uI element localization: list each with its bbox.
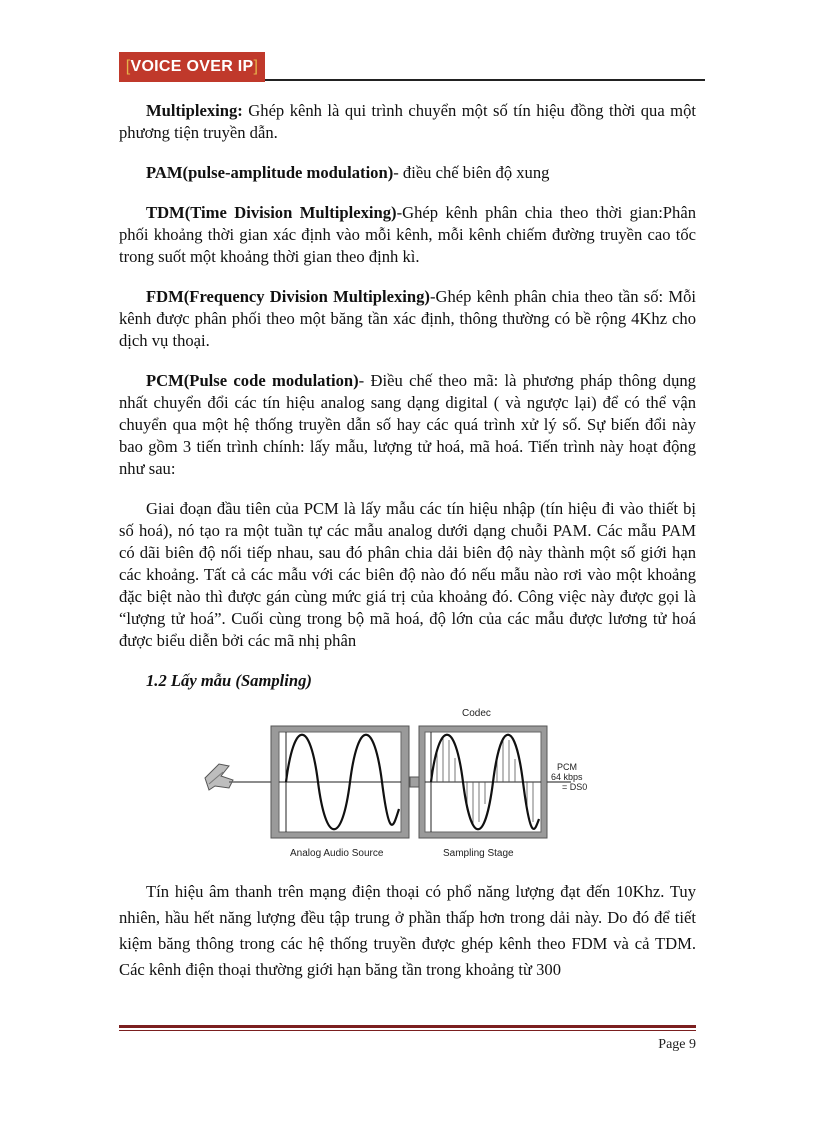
section-heading: 1.2 Lấy mẫu (Sampling) [146, 671, 312, 690]
header-bracket-right: ] [253, 58, 259, 75]
left-caption: Analog Audio Source [290, 848, 384, 859]
term-fdm: FDM(Frequency Division Multiplexing) [146, 287, 430, 306]
paragraph-closing: Tín hiệu âm thanh trên mạng điện thoại có phổ năng lượng đạt đến 10Khz. Tuy nhiên, hầu hết năng lượng đều tập trung ở phần thấp hơn trong dải này. Do đó để tiết kiệm băng thông trong các hệ thống truyền được ghép kênh theo FDM và cả TDM. Các kênh điện thoại thường giới hạn băng tần trong khoảng từ 300 [119, 882, 696, 979]
pcm-label-line2: 64 kbps [551, 772, 583, 782]
paragraph-pam [119, 162, 696, 184]
right-caption: Sampling Stage [443, 848, 514, 859]
telephone-icon [205, 764, 271, 790]
page-header [119, 52, 705, 82]
pcm-stages-text: Giai đoạn đầu tiên của PCM là lấy mẫu các tín hiệu nhập (tín hiệu đi vào thiết bị số hoá), nó tạo ra một tuần tự các mẫu analog dưới dạng chuỗi PAM. Các mẫu PAM có dãi biên độ nối tiếp nhau, sau đó phân chia dải biên độ này thành một số giới hạn các khoảng. Tất cả các mẫu với các biên độ nào đó nếu mẫu nào rơi vào một khoảng đặc biệt nào thì được gán cùng mức giá trị của khoảng đó. Công việc này được gọi là “lượng tử hoá”. Cuối cùng trong bộ mã hoá, độ lớn của các mẫu được lương tử hoá được biểu diễn bởi các mã nhị phân [119, 499, 696, 650]
header-bracket-left: [ [125, 58, 131, 75]
definition-fdm: -Ghép kênh phân chia theo tần số: Mỗi kênh được phân phối theo một băng tần xác định, thông thường có bề rộng 4Khz cho dịch vụ thoại. [119, 287, 696, 350]
pcm-label-line3: = DS0 [562, 782, 588, 792]
paragraph-fdm [119, 286, 696, 352]
definition-multiplexing: Ghép kênh là qui trình chuyển một số tín hiệu đồng thời qua một phương tiện truyền dẫn. [119, 101, 696, 142]
page-number: Page 9 [658, 1037, 696, 1052]
pcm-label-line1: PCM [557, 762, 577, 772]
header-title-badge [119, 52, 265, 82]
footer-rule-thin [119, 1030, 696, 1031]
sampling-diagram [119, 704, 696, 859]
header-rule [265, 79, 705, 81]
footer-rule-thick [119, 1025, 696, 1028]
paragraph-pcm [119, 370, 696, 480]
paragraph-tdm [119, 202, 696, 268]
definition-tdm: -Ghép kênh phân chia theo thời gian:Phân phối khoảng thời gian xác định vào mỗi kênh, mỗi kênh chiếm đường truyền cao tốc trong suốt một khoảng thời gian theo định kì. [119, 203, 696, 266]
term-tdm: TDM(Time Division Multiplexing) [146, 203, 397, 222]
document-body [119, 100, 696, 1001]
term-pam: PAM(pulse-amplitude modulation) [146, 163, 394, 182]
paragraph-multiplexing [119, 100, 696, 144]
sampling-figure [119, 704, 696, 859]
header-title: VOICE OVER IP [130, 58, 254, 75]
analog-panel [271, 726, 409, 838]
term-pcm: PCM(Pulse code modulation) [146, 371, 359, 390]
codec-label: Codec [462, 708, 491, 719]
term-multiplexing: Multiplexing: [146, 101, 243, 120]
sampling-panel [419, 726, 547, 838]
definition-pam: - điều chế biên độ xung [393, 163, 550, 182]
definition-pcm: - Điều chế theo mã: là phương pháp thông dụng nhất chuyển đổi các tín hiệu analog sang dạng digital ( và ngược lại) để có thể vận chuyển qua một hệ thống truyền dẫn số hay các quá trình xử lý số. Sự biến đổi này bao gồm 3 tiến trình chính: lấy mẫu, lượng tử hoá, mã hoá. Tiến trình này hoạt động như sau: [119, 371, 696, 478]
paragraph-pcm-stages [119, 498, 696, 652]
